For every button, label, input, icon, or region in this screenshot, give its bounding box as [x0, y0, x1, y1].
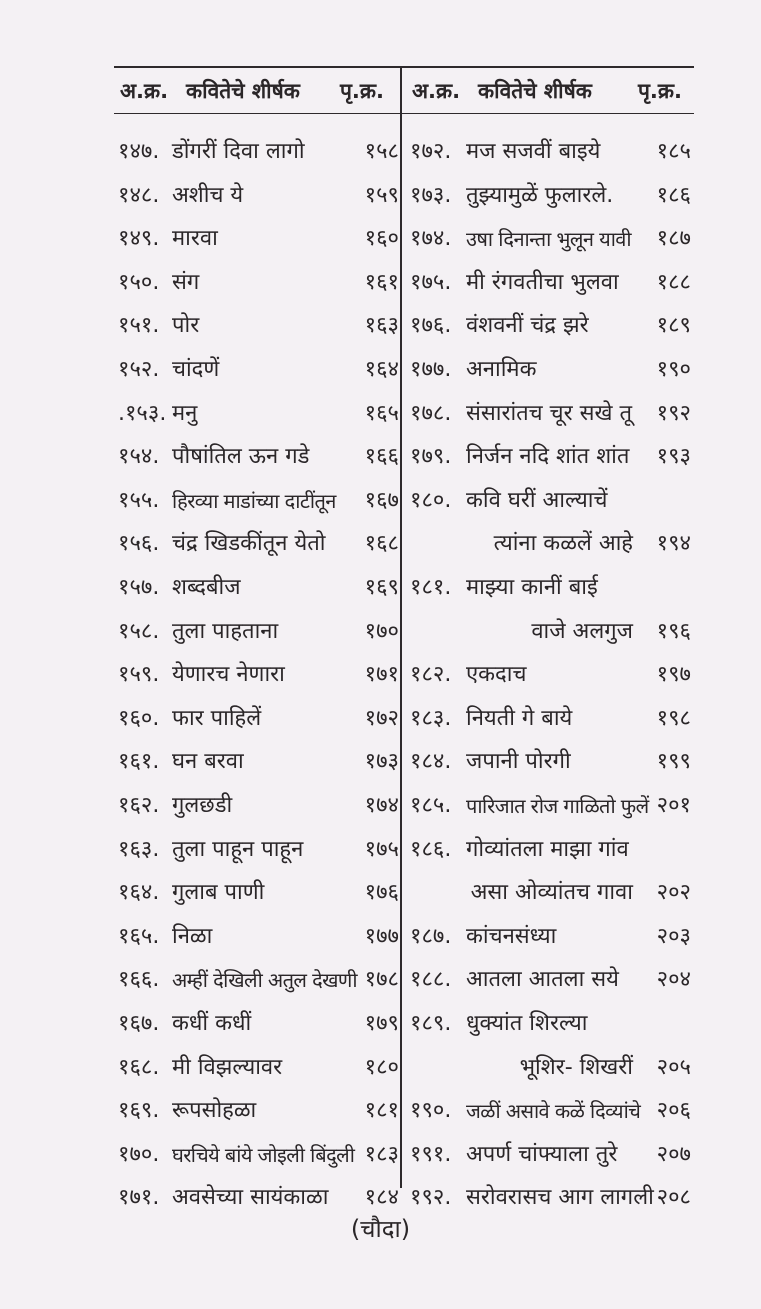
poem-title: निर्जन नदि शांत शांत	[466, 444, 630, 469]
entry-number: १८०.	[410, 488, 452, 513]
entry-number: १६७.	[118, 1011, 160, 1036]
page-number: १८८	[656, 270, 691, 295]
left-header-page: पृ.क्र.	[340, 79, 385, 103]
right-index-row	[0, 653, 761, 697]
entry-number: १७४.	[410, 226, 452, 251]
entry-number: १४८.	[118, 183, 160, 208]
right-index-row	[0, 217, 761, 261]
entry-number: १५७.	[118, 575, 160, 600]
page-number: १६३	[364, 313, 399, 338]
poem-title: मी विझल्यावर	[172, 1055, 283, 1080]
entry-number: १६१.	[118, 749, 160, 774]
page-number: १९३	[656, 444, 691, 469]
poem-title: येणारच नेणारा	[172, 662, 285, 687]
page-number: १५८	[364, 139, 399, 164]
page-number: १९४	[656, 531, 691, 556]
left-header-num: अ.क्र.	[120, 79, 169, 103]
poem-title: मी रंगवतीचा भुलवा	[466, 270, 619, 295]
header-rule	[114, 113, 694, 114]
right-index-row	[0, 1002, 761, 1046]
page-number: १६६	[364, 444, 399, 469]
poem-title: पोर	[172, 313, 200, 338]
right-index-row	[0, 261, 761, 305]
left-header-title: कवितेचे शीर्षक	[186, 79, 300, 103]
page-number: १८९	[656, 313, 691, 338]
page-number: १९०	[656, 357, 691, 382]
poem-title: कांचनसंध्या	[466, 924, 557, 949]
poem-title: हिरव्या माडांच्या दाटींतून	[172, 489, 336, 513]
page-number: १८१	[364, 1098, 399, 1123]
right-index-row	[0, 1089, 761, 1133]
page-number: १७२	[364, 706, 399, 731]
page-number: २०८	[656, 1185, 691, 1210]
poem-title: मनु	[172, 401, 198, 426]
page-number: २०५	[656, 1055, 691, 1080]
page-number: १६८	[364, 531, 399, 556]
right-index-row	[0, 915, 761, 959]
entry-number: १८५.	[410, 793, 452, 818]
right-header-page: पृ.क्र.	[638, 79, 683, 103]
poem-title: फार पाहिलें	[172, 706, 262, 731]
page-number: २०४	[656, 967, 691, 992]
page-number: १९७	[656, 662, 691, 687]
entry-number: १५२.	[118, 357, 160, 382]
page-number: १८०	[364, 1055, 399, 1080]
entry-number: १९०.	[410, 1098, 452, 1123]
poem-title: घन बरवा	[172, 749, 244, 774]
page-number: १७७	[364, 924, 399, 949]
entry-number: १७२.	[410, 139, 452, 164]
poem-title: उषा दिनान्ता भुलून यावी	[466, 227, 631, 251]
right-index-row	[0, 740, 761, 784]
right-index-row	[0, 828, 761, 872]
right-index-row	[0, 566, 761, 610]
entry-number: १७९.	[410, 444, 452, 469]
poem-title: संग	[172, 270, 200, 295]
entry-number: .१५३.	[118, 401, 167, 426]
page-number: १७३	[364, 749, 399, 774]
poem-title: डोंगरीं दिवा लागो	[172, 139, 305, 164]
page-number: १७४	[364, 793, 399, 818]
poem-title: वाजे अलगुज	[531, 619, 633, 644]
poem-title: पारिजात रोज गाळितो फुलें	[466, 794, 649, 818]
page-number: १६०	[364, 226, 399, 251]
right-index-row	[0, 174, 761, 218]
poem-title: धुक्यांत शिरल्या	[466, 1011, 588, 1036]
entry-number: १५५.	[118, 488, 160, 513]
page-number: १६७	[364, 488, 399, 513]
poem-title: अनामिक	[466, 357, 537, 382]
poem-title: जळीं असावे कळें दिव्यांचे	[466, 1099, 641, 1123]
page-number: १७८	[364, 967, 399, 992]
poem-title: त्यांना कळलें आहे	[493, 531, 633, 556]
entry-number: १७०.	[118, 1142, 160, 1167]
entry-number: १७८.	[410, 401, 452, 426]
poem-title: रूपसोहळा	[172, 1098, 257, 1123]
page-number: १८६	[656, 183, 691, 208]
entry-number: १८४.	[410, 749, 452, 774]
poem-title: अशीच ये	[172, 183, 244, 208]
page-number: १६५	[364, 401, 399, 426]
poem-title: तुला पाहून पाहून	[172, 837, 304, 862]
page-number: १७६	[364, 880, 399, 905]
page-number: १६१	[364, 270, 399, 295]
poem-title: कवि घरीं आल्याचें	[466, 488, 608, 513]
poem-title: चंद्र खिडकींतून येतो	[172, 531, 326, 556]
right-header-num: अ.क्र.	[412, 79, 461, 103]
right-index-row	[0, 522, 761, 566]
right-index-row	[0, 610, 761, 654]
right-index-row	[0, 871, 761, 915]
poem-title: मारवा	[172, 226, 218, 251]
entry-number: १६३.	[118, 837, 160, 862]
poem-title: गोव्यांतला माझा गांव	[466, 837, 629, 862]
entry-number: १५४.	[118, 444, 160, 469]
entry-number: १७६.	[410, 313, 452, 338]
entry-number: १७७.	[410, 357, 452, 382]
poem-title: तुला पाहताना	[172, 619, 279, 644]
poem-title: सरोवरासच आग लागली	[466, 1185, 654, 1210]
page-number: १८३	[364, 1142, 399, 1167]
poem-title: जपानी पोरगी	[466, 749, 571, 774]
poem-title: मज सजवीं बाइये	[466, 139, 601, 164]
poem-title: घरचिये बांये जोइली बिंदुली	[172, 1143, 355, 1167]
page-number: १९९	[656, 749, 691, 774]
right-index-row	[0, 304, 761, 348]
entry-number: १५८.	[118, 619, 160, 644]
poem-title: भूशिर- शिखरीं	[519, 1055, 633, 1080]
poem-title: नियती गे बाये	[466, 706, 573, 731]
page-number-label: (चौदा)	[350, 1215, 411, 1243]
entry-number: १६५.	[118, 924, 160, 949]
entry-number: १६२.	[118, 793, 160, 818]
page-number: २०१	[656, 793, 691, 818]
entry-number: १८३.	[410, 706, 452, 731]
right-index-row	[0, 958, 761, 1002]
entry-number: १८२.	[410, 662, 452, 687]
poem-title: माझ्या कानीं बाई	[466, 575, 598, 600]
page-number: १७०	[364, 619, 399, 644]
entry-number: १८१.	[410, 575, 452, 600]
right-index-row	[0, 479, 761, 523]
page-number: २०७	[656, 1142, 691, 1167]
page-number: १५९	[364, 183, 399, 208]
entry-number: १५०.	[118, 270, 160, 295]
top-rule	[114, 66, 694, 68]
poem-title: तुझ्यामुळें फुलारले.	[466, 183, 614, 208]
entry-number: १७५.	[410, 270, 452, 295]
entry-number: १५९.	[118, 662, 160, 687]
poem-title: शब्दबीज	[172, 575, 241, 600]
poem-title: निळा	[172, 924, 213, 949]
entry-number: १६९.	[118, 1098, 160, 1123]
poem-title: संसारांतच चूर सखे तू	[466, 401, 633, 426]
right-index-row	[0, 1133, 761, 1177]
entry-number: १८९.	[410, 1011, 452, 1036]
entry-number: १७३.	[410, 183, 452, 208]
right-index-row	[0, 697, 761, 741]
entry-number: १९२.	[410, 1185, 452, 1210]
entry-number: १६४.	[118, 880, 160, 905]
poem-title: अपर्ण चांफ्याला तुरे	[466, 1142, 618, 1167]
page-number: १९२	[656, 401, 691, 426]
right-index-row	[0, 348, 761, 392]
poem-title: अवसेच्या सायंकाळा	[172, 1185, 329, 1210]
poem-title: गुलाब पाणी	[172, 880, 265, 905]
page-number: १८७	[656, 226, 691, 251]
right-index-row	[0, 435, 761, 479]
page-number: १९८	[656, 706, 691, 731]
entry-number: १४७.	[118, 139, 160, 164]
entry-number: १६८.	[118, 1055, 160, 1080]
page-number: १७५	[364, 837, 399, 862]
right-index-row	[0, 130, 761, 174]
poem-title: एकदाच	[466, 662, 527, 687]
entry-number: १९१.	[410, 1142, 452, 1167]
page-number: २०२	[656, 880, 691, 905]
page-number: १८५	[656, 139, 691, 164]
page-number: १९६	[656, 619, 691, 644]
entry-number: १८८.	[410, 967, 452, 992]
entry-number: १५६.	[118, 531, 160, 556]
entry-number: १६०.	[118, 706, 160, 731]
poem-title: वंशवनीं चंद्र झरे	[466, 313, 589, 338]
poem-title: गुलछडी	[172, 793, 233, 818]
page-number: १६९	[364, 575, 399, 600]
page-number: १७१	[364, 662, 399, 687]
poem-title: पौषांतिल ऊन गडे	[172, 444, 310, 469]
poem-title: असा ओव्यांतच गावा	[470, 880, 633, 905]
entry-number: १५१.	[118, 313, 160, 338]
poem-title: अम्हीं देखिली अतुल देखणी	[172, 968, 357, 992]
right-index-row	[0, 1046, 761, 1090]
entry-number: १८७.	[410, 924, 452, 949]
page-number: १७९	[364, 1011, 399, 1036]
right-index-row	[0, 784, 761, 828]
entry-number: १६६.	[118, 967, 160, 992]
poem-title: कधीं कधीं	[172, 1011, 252, 1036]
poem-title: चांदणें	[172, 357, 220, 382]
entry-number: १८६.	[410, 837, 452, 862]
page-number: २०६	[656, 1098, 691, 1123]
right-header-title: कवितेचे शीर्षक	[478, 79, 592, 103]
page-number: २०३	[656, 924, 691, 949]
page-number: १६४	[364, 357, 399, 382]
entry-number: १७१.	[118, 1185, 160, 1210]
poem-title: आतला आतला सये	[466, 967, 619, 992]
right-index-row	[0, 392, 761, 436]
page-number: १८४	[364, 1185, 399, 1210]
entry-number: १४९.	[118, 226, 160, 251]
